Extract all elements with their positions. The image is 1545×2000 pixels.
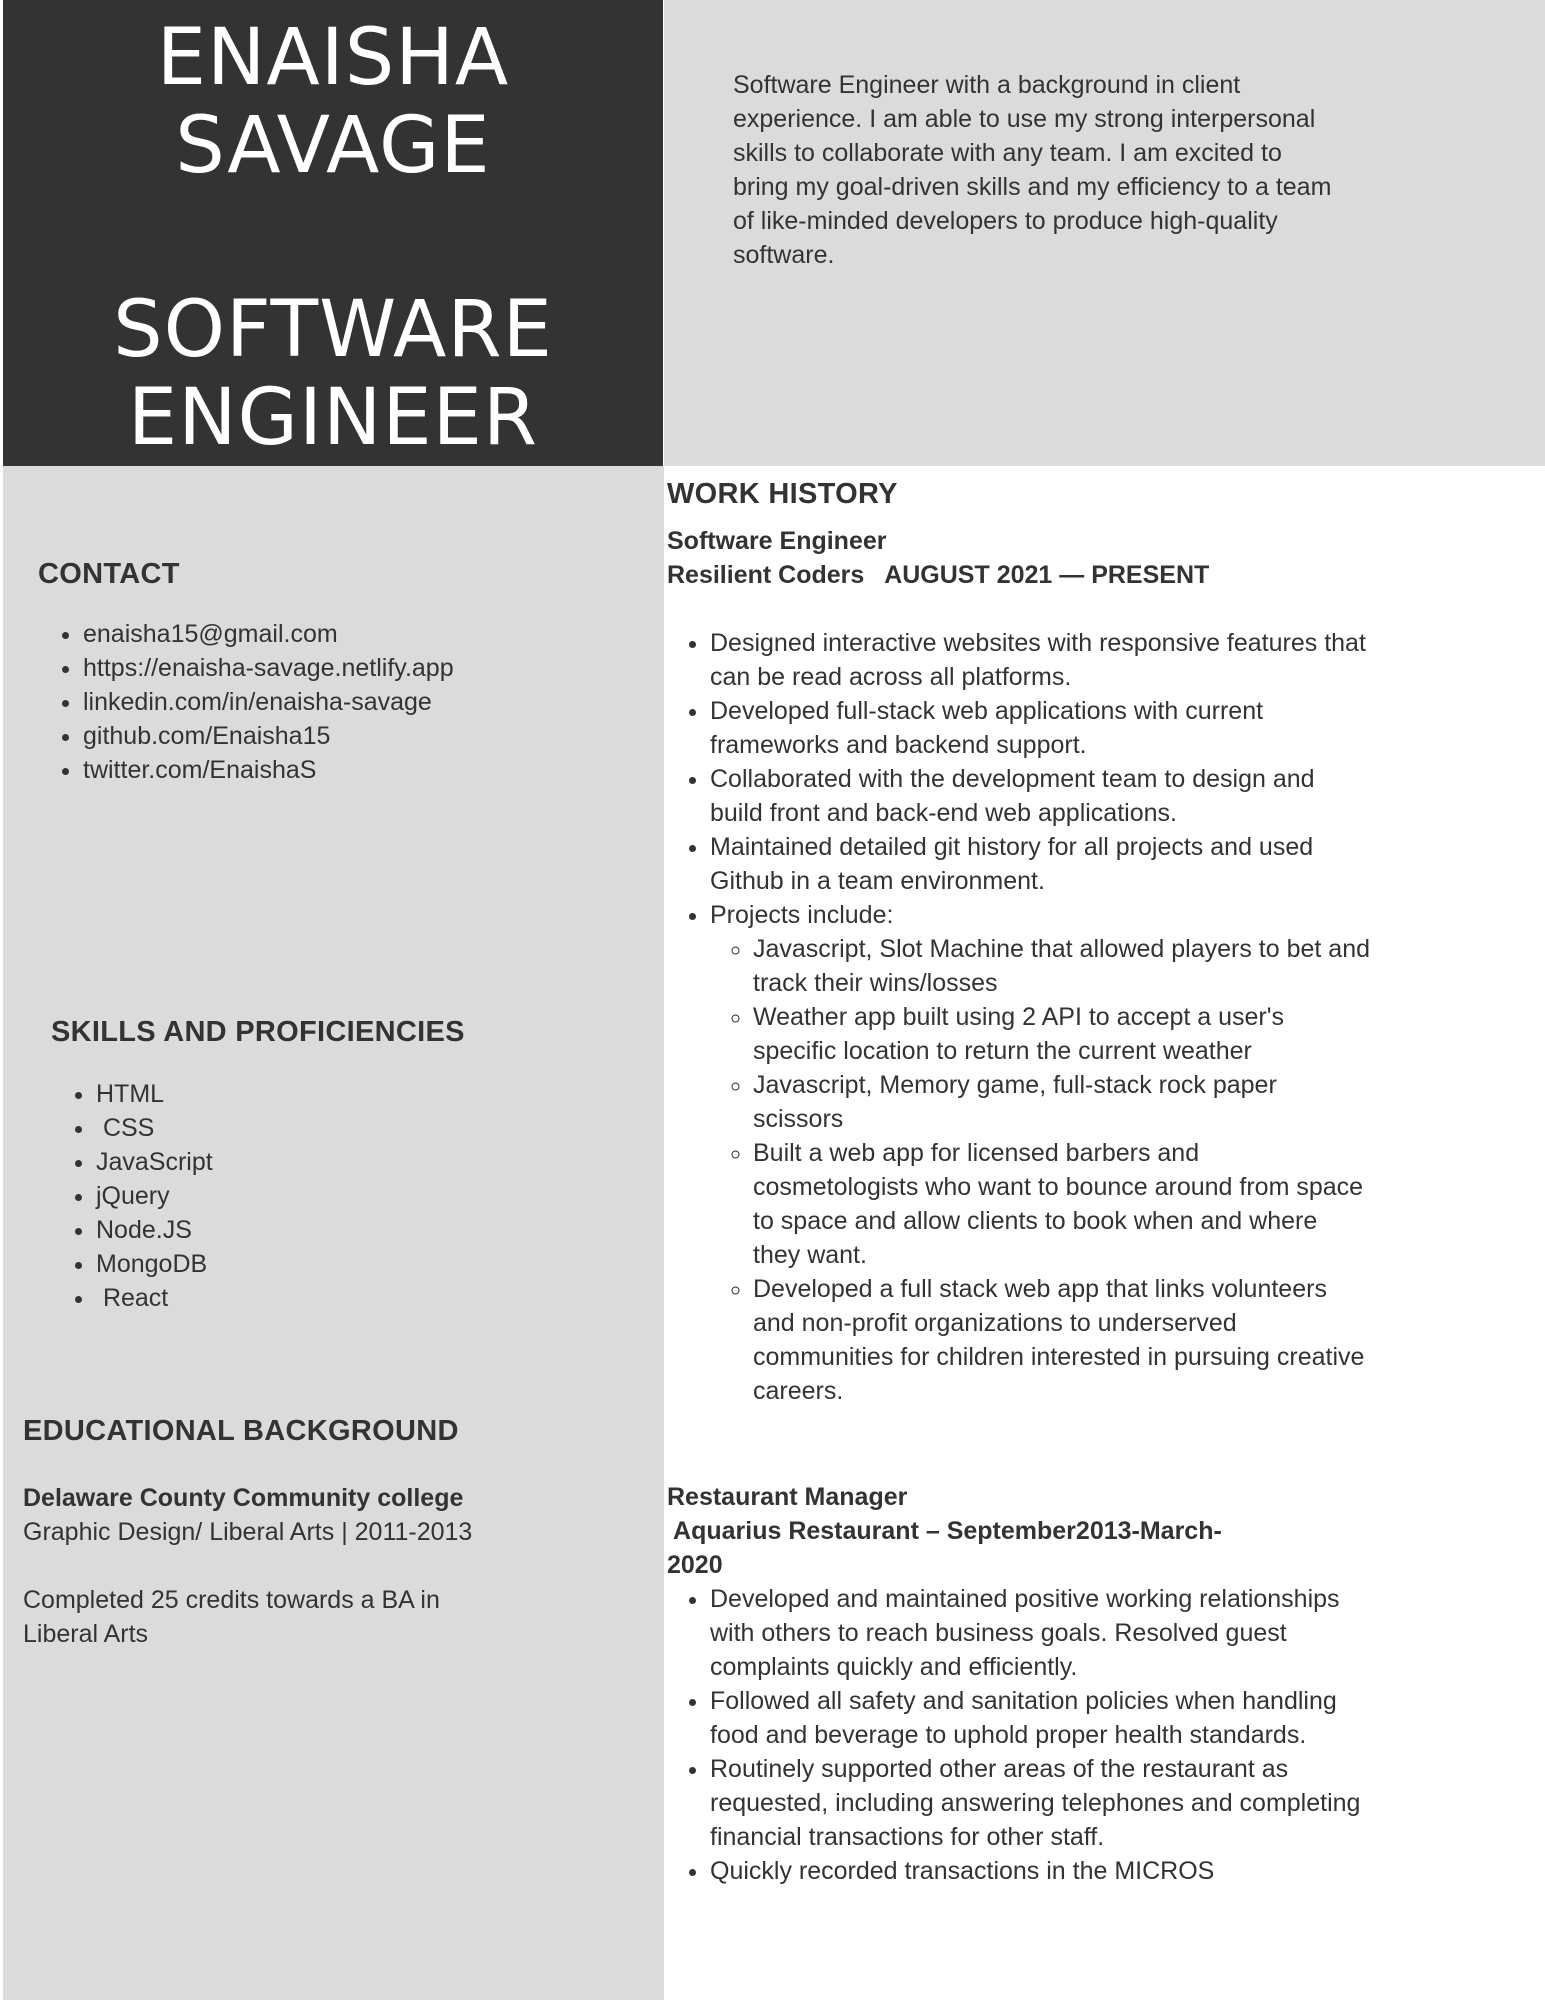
education-program: Graphic Design/ Liberal Arts | 2011-2013	[23, 1518, 473, 1546]
name-line-2: SAVAGE	[175, 101, 491, 191]
education-note-line-2: Liberal Arts	[23, 1620, 149, 1648]
contact-list	[40, 617, 454, 787]
project-item: ◦ Weather app built using 2 API to accept a user's specific location to return the current weather	[753, 1000, 1370, 1068]
project-item: ◦ Javascript, Memory game, full-stack rock paper scissors	[753, 1068, 1370, 1136]
skill-item: • JavaScript	[96, 1145, 213, 1179]
contact-heading: CONTACT	[38, 558, 180, 590]
job-1-bullet: • Developed full-stack web applications with current frameworks and backend support.	[710, 694, 1370, 762]
sidebar	[3, 466, 664, 2000]
education-heading: EDUCATIONAL BACKGROUND	[23, 1415, 459, 1447]
job-title-line-1: SOFTWARE	[113, 285, 553, 375]
job-2-title: Restaurant Manager	[667, 1483, 908, 1511]
job-title-line-2: ENGINEER	[127, 373, 539, 463]
contact-portfolio-link[interactable]: • https://enaisha-savage.netlify.app	[83, 651, 454, 685]
job-2-company-line-1: Aquarius Restaurant – September2013-March-	[667, 1517, 1222, 1545]
job-1-projects-item	[710, 898, 1370, 1408]
education-school: Delaware County Community college	[23, 1484, 464, 1512]
skill-item: • CSS	[96, 1111, 213, 1145]
project-item: ◦ Built a web app for licensed barbers and cosmetologists who want to bounce around from space to space and allow clients to book when and where they want.	[753, 1136, 1370, 1272]
project-item: ◦ Developed a full stack web app that links volunteers and non-profit organizations to underserved communities for children interested in pursuing creative careers.	[753, 1272, 1370, 1408]
project-list	[710, 932, 1370, 1408]
summary-text: Software Engineer with a background in client experience. I am able to use my strong interpersonal skills to collaborate with any team. I am excited to bring my goal-driven skills and my efficiency to a team of like-minded developers to produce high-quality software.	[733, 71, 1332, 269]
skill-item: • jQuery	[96, 1179, 213, 1213]
project-item: ◦ Javascript, Slot Machine that allowed players to bet and track their wins/losses	[753, 932, 1370, 1000]
job-1-bullets	[667, 626, 1370, 1408]
job-1-bullet: • Maintained detailed git history for all projects and used Github in a team environment.	[710, 830, 1370, 898]
job-2-bullets	[667, 1582, 1370, 1888]
job-1-bullet: • Collaborated with the development team to design and build front and back-end web applications.	[710, 762, 1370, 830]
job-1-title: Software Engineer	[667, 527, 887, 555]
job-1-projects-label: Projects include:	[710, 901, 894, 929]
job-1-bullet: • Designed interactive websites with responsive features that can be read across all platforms.	[710, 626, 1370, 694]
skills-list	[53, 1077, 213, 1315]
skills-heading: SKILLS AND PROFICIENCIES	[51, 1016, 465, 1048]
job-2-bullet: • Developed and maintained positive working relationships with others to reach business goals. Resolved guest complaints quickly and efficiently.	[710, 1582, 1370, 1684]
name-line-1: ENAISHA	[156, 13, 510, 103]
skill-item: • MongoDB	[96, 1247, 213, 1281]
contact-twitter-link[interactable]: • twitter.com/EnaishaS	[83, 753, 454, 787]
skill-item: • Node.JS	[96, 1213, 213, 1247]
summary-panel	[664, 0, 1545, 466]
job-2-bullet: • Quickly recorded transactions in the MICROS	[710, 1854, 1370, 1888]
job-2-company-line-2: 2020	[667, 1551, 723, 1579]
job-2-bullet: • Routinely supported other areas of the restaurant as requested, including answering telephones and completing financial transactions for other staff.	[710, 1752, 1370, 1854]
contact-email[interactable]: • enaisha15@gmail.com	[83, 617, 454, 651]
job-2-bullet: • Followed all safety and sanitation policies when handling food and beverage to uphold proper health standards.	[710, 1684, 1370, 1752]
contact-linkedin-link[interactable]: • linkedin.com/in/enaisha-savage	[83, 685, 454, 719]
education-note-line-1: Completed 25 credits towards a BA in	[23, 1586, 440, 1614]
header-name-panel	[3, 0, 663, 466]
job-1-company: Resilient Coders AUGUST 2021 — PRESENT	[667, 561, 1210, 589]
work-history-heading: WORK HISTORY	[667, 478, 898, 510]
contact-github-link[interactable]: • github.com/Enaisha15	[83, 719, 454, 753]
skill-item: • HTML	[96, 1077, 213, 1111]
skill-item: • React	[96, 1281, 213, 1315]
work-history-section	[667, 466, 1545, 2000]
